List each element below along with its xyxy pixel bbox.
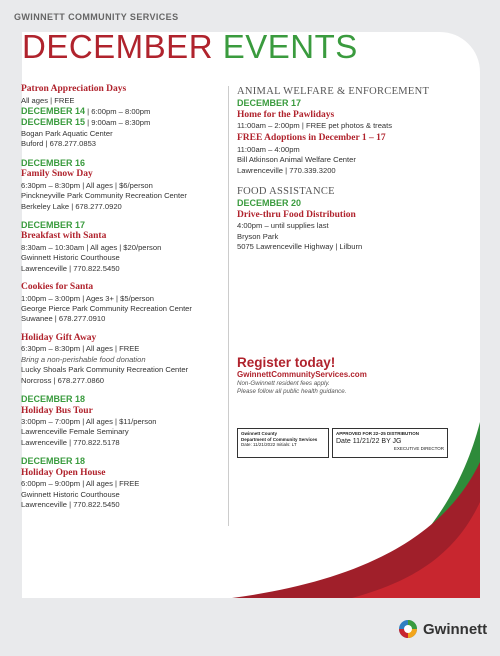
event-name: Holiday Bus Tour <box>21 405 93 416</box>
event-name: Holiday Open House <box>21 467 106 478</box>
event-name: Cookies for Santa <box>21 282 94 293</box>
event-name: Family Snow Day <box>21 169 93 180</box>
stamp-line: EXECUTIVE DIRECTOR <box>393 445 444 451</box>
event-detail: Berkeley Lake | 678.277.0920 <box>21 201 122 211</box>
event-detail: 6:30pm – 8:30pm | All ages | $6/person <box>21 180 153 190</box>
separator: | <box>85 118 92 128</box>
left-events-column <box>21 84 221 518</box>
county-stamp <box>237 428 329 458</box>
event-item <box>21 158 221 212</box>
stamp-line: APPROVED FOR 22–25 DISTRIBUTION <box>336 431 420 436</box>
event-detail: 6:30pm – 8:30pm | All ages | FREE <box>21 344 140 354</box>
event-name: Home for the Pawlidays <box>237 109 335 120</box>
event-detail: Lawrenceville | 770.339.3200 <box>237 165 336 175</box>
event-item <box>21 394 221 448</box>
register-link[interactable]: GwinnettCommunityServices.com <box>237 370 367 379</box>
title-december: DECEMBER <box>22 28 214 65</box>
page-title <box>22 28 358 66</box>
event-detail: Lucky Shoals Park Community Recreation Center <box>21 365 189 375</box>
event-date: DECEMBER 20 <box>237 198 302 209</box>
event-detail: 11:00am – 4:00pm <box>237 144 300 154</box>
gwinnett-logo-icon <box>398 619 418 639</box>
event-date: DECEMBER 15 <box>21 117 86 128</box>
register-note: Non-Gwinnett resident fees apply. <box>237 380 330 387</box>
event-date: DECEMBER 17 <box>21 219 86 230</box>
stamp-line: Date: 11/21/2022 Initials: LT <box>241 442 297 447</box>
event-item <box>21 456 221 510</box>
right-events-column <box>237 86 447 252</box>
register-heading: Register today! <box>237 355 336 370</box>
stamp-line: Gwinnett County <box>241 431 277 436</box>
event-date-row <box>21 117 221 129</box>
food-section-heading: FOOD ASSISTANCE <box>237 186 335 198</box>
event-item <box>21 333 221 386</box>
event-detail: Gwinnett Historic Courthouse <box>21 489 120 499</box>
event-item <box>21 282 221 325</box>
event-detail: Bogan Park Aquatic Center <box>21 128 113 138</box>
register-block <box>237 355 447 396</box>
event-detail: Lawrenceville | 770.822.5450 <box>21 263 120 273</box>
event-name: Drive-thru Food Distribution <box>237 209 356 220</box>
event-detail: 5075 Lawrenceville Highway | Lilburn <box>237 241 363 251</box>
stamp-line: Department of Community Services <box>241 436 318 442</box>
event-name: Patron Appreciation Days <box>21 84 127 94</box>
title-events: EVENTS <box>222 28 358 65</box>
event-detail: Pinckneyville Park Community Recreation Center <box>21 191 187 201</box>
event-detail: Bill Atkinson Animal Welfare Center <box>237 155 356 165</box>
event-detail: 8:30am – 10:30am | All ages | $20/person <box>21 242 162 252</box>
event-name: FREE Adoptions in December 1 – 17 <box>237 133 386 144</box>
event-detail: Lawrenceville | 770.822.5178 <box>21 437 120 447</box>
register-note: Please follow all public health guidance. <box>237 388 347 395</box>
event-detail: 6:00pm – 9:00pm | All ages | FREE <box>21 479 140 489</box>
event-name: Breakfast with Santa <box>21 231 107 242</box>
event-detail: Gwinnett Historic Courthouse <box>21 253 120 263</box>
event-detail: 3:00pm – 7:00pm | All ages | $11/person <box>21 417 157 426</box>
event-date-row <box>21 106 221 118</box>
event-item <box>21 220 221 274</box>
event-item <box>21 84 221 150</box>
event-detail: Buford | 678.277.0853 <box>21 139 97 149</box>
animal-section-heading: ANIMAL WELFARE & ENFORCEMENT <box>237 86 430 97</box>
event-date: DECEMBER 18 <box>21 456 86 467</box>
event-time: 6:00pm – 8:00pm <box>91 106 151 116</box>
event-detail: All ages | FREE <box>21 95 75 105</box>
separator: | <box>85 106 92 116</box>
event-detail: Bryson Park <box>237 231 279 241</box>
event-detail: Suwanee | 678.277.0910 <box>21 314 106 324</box>
event-detail: Lawrenceville | 770.822.5450 <box>21 500 120 510</box>
event-detail: 11:00am – 2:00pm | FREE pet photos & treats <box>237 121 393 130</box>
org-name: GWINNETT COMMUNITY SERVICES <box>14 12 179 22</box>
gwinnett-logo <box>398 619 487 639</box>
event-detail: Norcross | 678.277.0860 <box>21 375 105 385</box>
event-detail: 1:00pm – 3:00pm | Ages 3+ | $5/person <box>21 293 154 303</box>
event-date: DECEMBER 14 <box>21 105 86 116</box>
column-divider <box>228 86 229 526</box>
event-date: DECEMBER 17 <box>237 98 302 108</box>
approval-stamp <box>332 428 448 458</box>
event-date: DECEMBER 16 <box>21 157 86 168</box>
event-detail: George Pierce Park Community Recreation Center <box>21 304 192 314</box>
logo-text: Gwinnett <box>423 620 488 638</box>
event-date: DECEMBER 18 <box>21 394 86 404</box>
event-time: 9:00am – 8:30pm <box>91 118 151 128</box>
event-note: Bring a non-perishable food donation <box>21 354 146 364</box>
stamp-line: Date 11/21/22 BY JG <box>336 437 402 445</box>
event-detail: 4:00pm – until supplies last <box>237 221 329 231</box>
event-detail: Lawrenceville Female Seminary <box>21 427 129 437</box>
event-name: Holiday Gift Away <box>21 332 97 343</box>
